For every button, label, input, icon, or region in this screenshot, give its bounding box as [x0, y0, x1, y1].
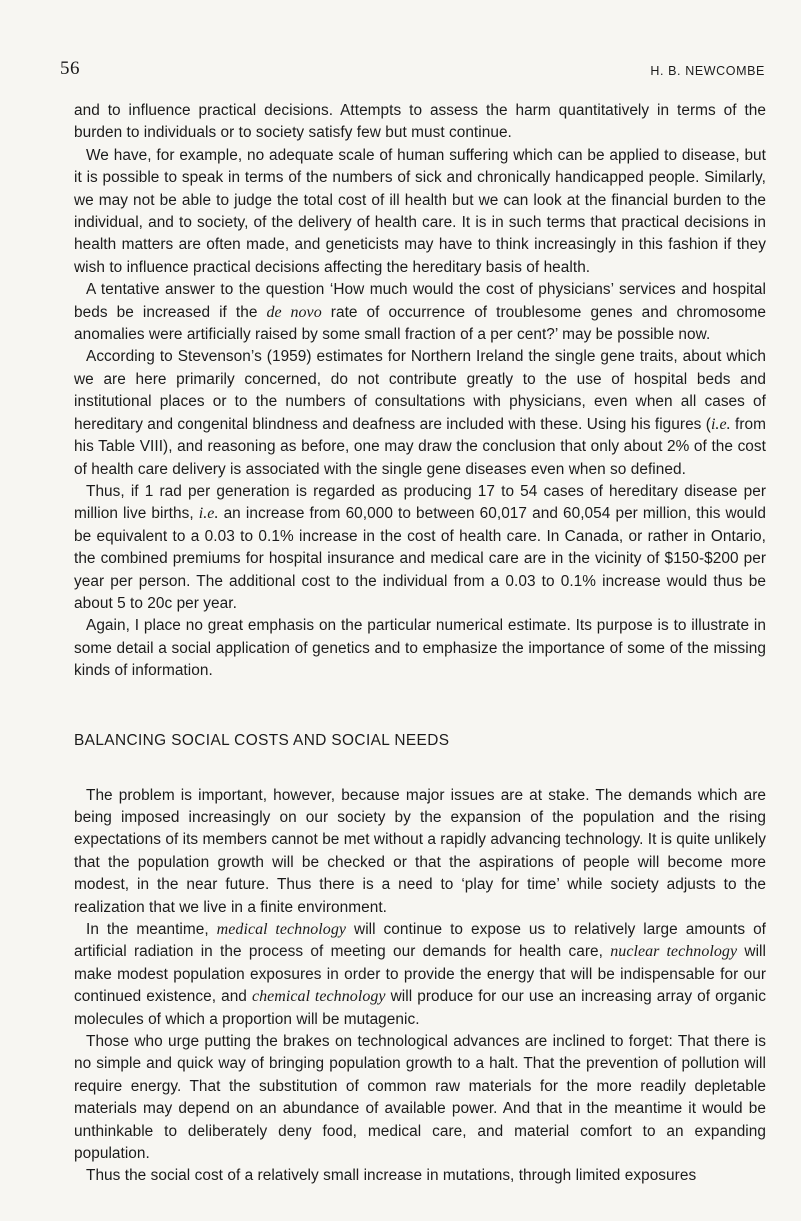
italic-chemical-technology: chemical technology [251, 988, 386, 1006]
paragraph-tentative-answer: A tentative answer to the question ‘How much would the cost of physicians’ services and hospital beds be increased if the de novo rate of occurrence of troublesome genes and chromosome anomalies were artificially raised by some small fraction of a per cent?’ may be possible now. [74, 281, 766, 344]
section-heading: BALANCING SOCIAL COSTS AND SOCIAL NEEDS [74, 731, 450, 749]
italic-medical-technology: medical technology [216, 921, 347, 938]
paragraph-technology-exposures: In the meantime, medical technology will continue to expose us to relatively large amounts of artificial radiation in the process of meeting our demands for health care, nuclear technology will make modest population exposures in order to provide the energy that will be indispensable for our continued existence, and chemical technology will produce for our use an increasing array of organic molecules of which a proportion will be mutagenic. [74, 921, 767, 1028]
paragraph-stevenson-estimates: According to Stevenson’s (1959) estimates for Northern Ireland the single gene traits, about which we are here primarily concerned, do not contribute greatly to the use of hospital beds and institutional places or to the numbers of consultations with physicians, even when all cases of hereditary and congenital blindness and deafness are included with these. Using his figures (i.e. from his Table VIII), and reasoning as before, one may draw the conclusion that only about 2% of the cost of health care delivery is associated with the single gene diseases even when so defined. [74, 348, 766, 478]
paragraph-rad-per-generation: Thus, if 1 rad per generation is regarded as producing 17 to 54 cases of hereditary disease per million live births, i.e. an increase from 60,000 to between 60,017 and 60,054 per million, this would be equivalent to a 0.03 to 0.1% increase in the cost of health care. In Canada, or rather in Ontario, the combined premiums for hospital insurance and medical care are in the vicinity of $150-$200 per year per person. The additional cost to the individual from a 0.03 to 0.1% increase would thus be about 5 to 20c per year. [74, 482, 766, 612]
italic-ie: i.e. [198, 505, 219, 523]
running-head-author: H. B. NEWCOMBE [650, 64, 765, 78]
page-number: 56 [60, 58, 80, 79]
italic-nuclear-technology: nuclear technology [610, 943, 738, 961]
paragraph-social-cost: Thus the social cost of a relatively small increase in mutations, through limited exposures [86, 1167, 697, 1185]
body-text [74, 100, 766, 1188]
italic-de-novo: de novo [266, 303, 322, 321]
paragraph-suffering-scale: We have, for example, no adequate scale of human suffering which can be applied to disease, but it is possible to speak in terms of the numbers of sick and chronically handicapped people. Similarly, we may not be able to judge the total cost of ill health but we can look at the financial burden to the individual, and to society, of the delivery of health care. It is in such terms that practical decisions in health matters are often made, and geneticists may have to think increasingly in this fashion if they wish to influence practical decisions affecting the hereditary basis of health. [74, 146, 766, 276]
paragraph-numerical-estimate: Again, I place no great emphasis on the particular numerical estimate. Its purpose is to illustrate in some detail a social application of genetics and to emphasize the importance of some of the missing kinds of information. [74, 617, 766, 680]
paragraph-continuation: and to influence practical decisions. Attempts to assess the harm quantitatively in terms of the burden to individuals or to society satisfy few but must continue. [74, 102, 766, 142]
paragraph-problem-important: The problem is important, however, because major issues are at stake. The demands which are being imposed increasingly on our society by the expansion of the population and the rising expectations of its members cannot be met without a rapidly advancing technology. It is quite unlikely that the population growth will be checked or that the aspirations of people will become more modest, in the near future. Thus there is a need to ‘play for time’ while society adjusts to the realization that we live in a finite environment. [74, 786, 766, 916]
italic-ie: i.e. [710, 415, 731, 433]
paragraph-brakes-on-technology: Those who urge putting the brakes on technological advances are inclined to forget: That there is no simple and quick way of bringing population growth to a halt. That the prevention of pollution will require energy. That the substitution of common raw materials for the more readily depletable materials may depend on an abundance of available power. And that in the meantime it would be unthinkable to deliberately deny food, medical care, and material comfort to an expanding population. [74, 1033, 766, 1163]
